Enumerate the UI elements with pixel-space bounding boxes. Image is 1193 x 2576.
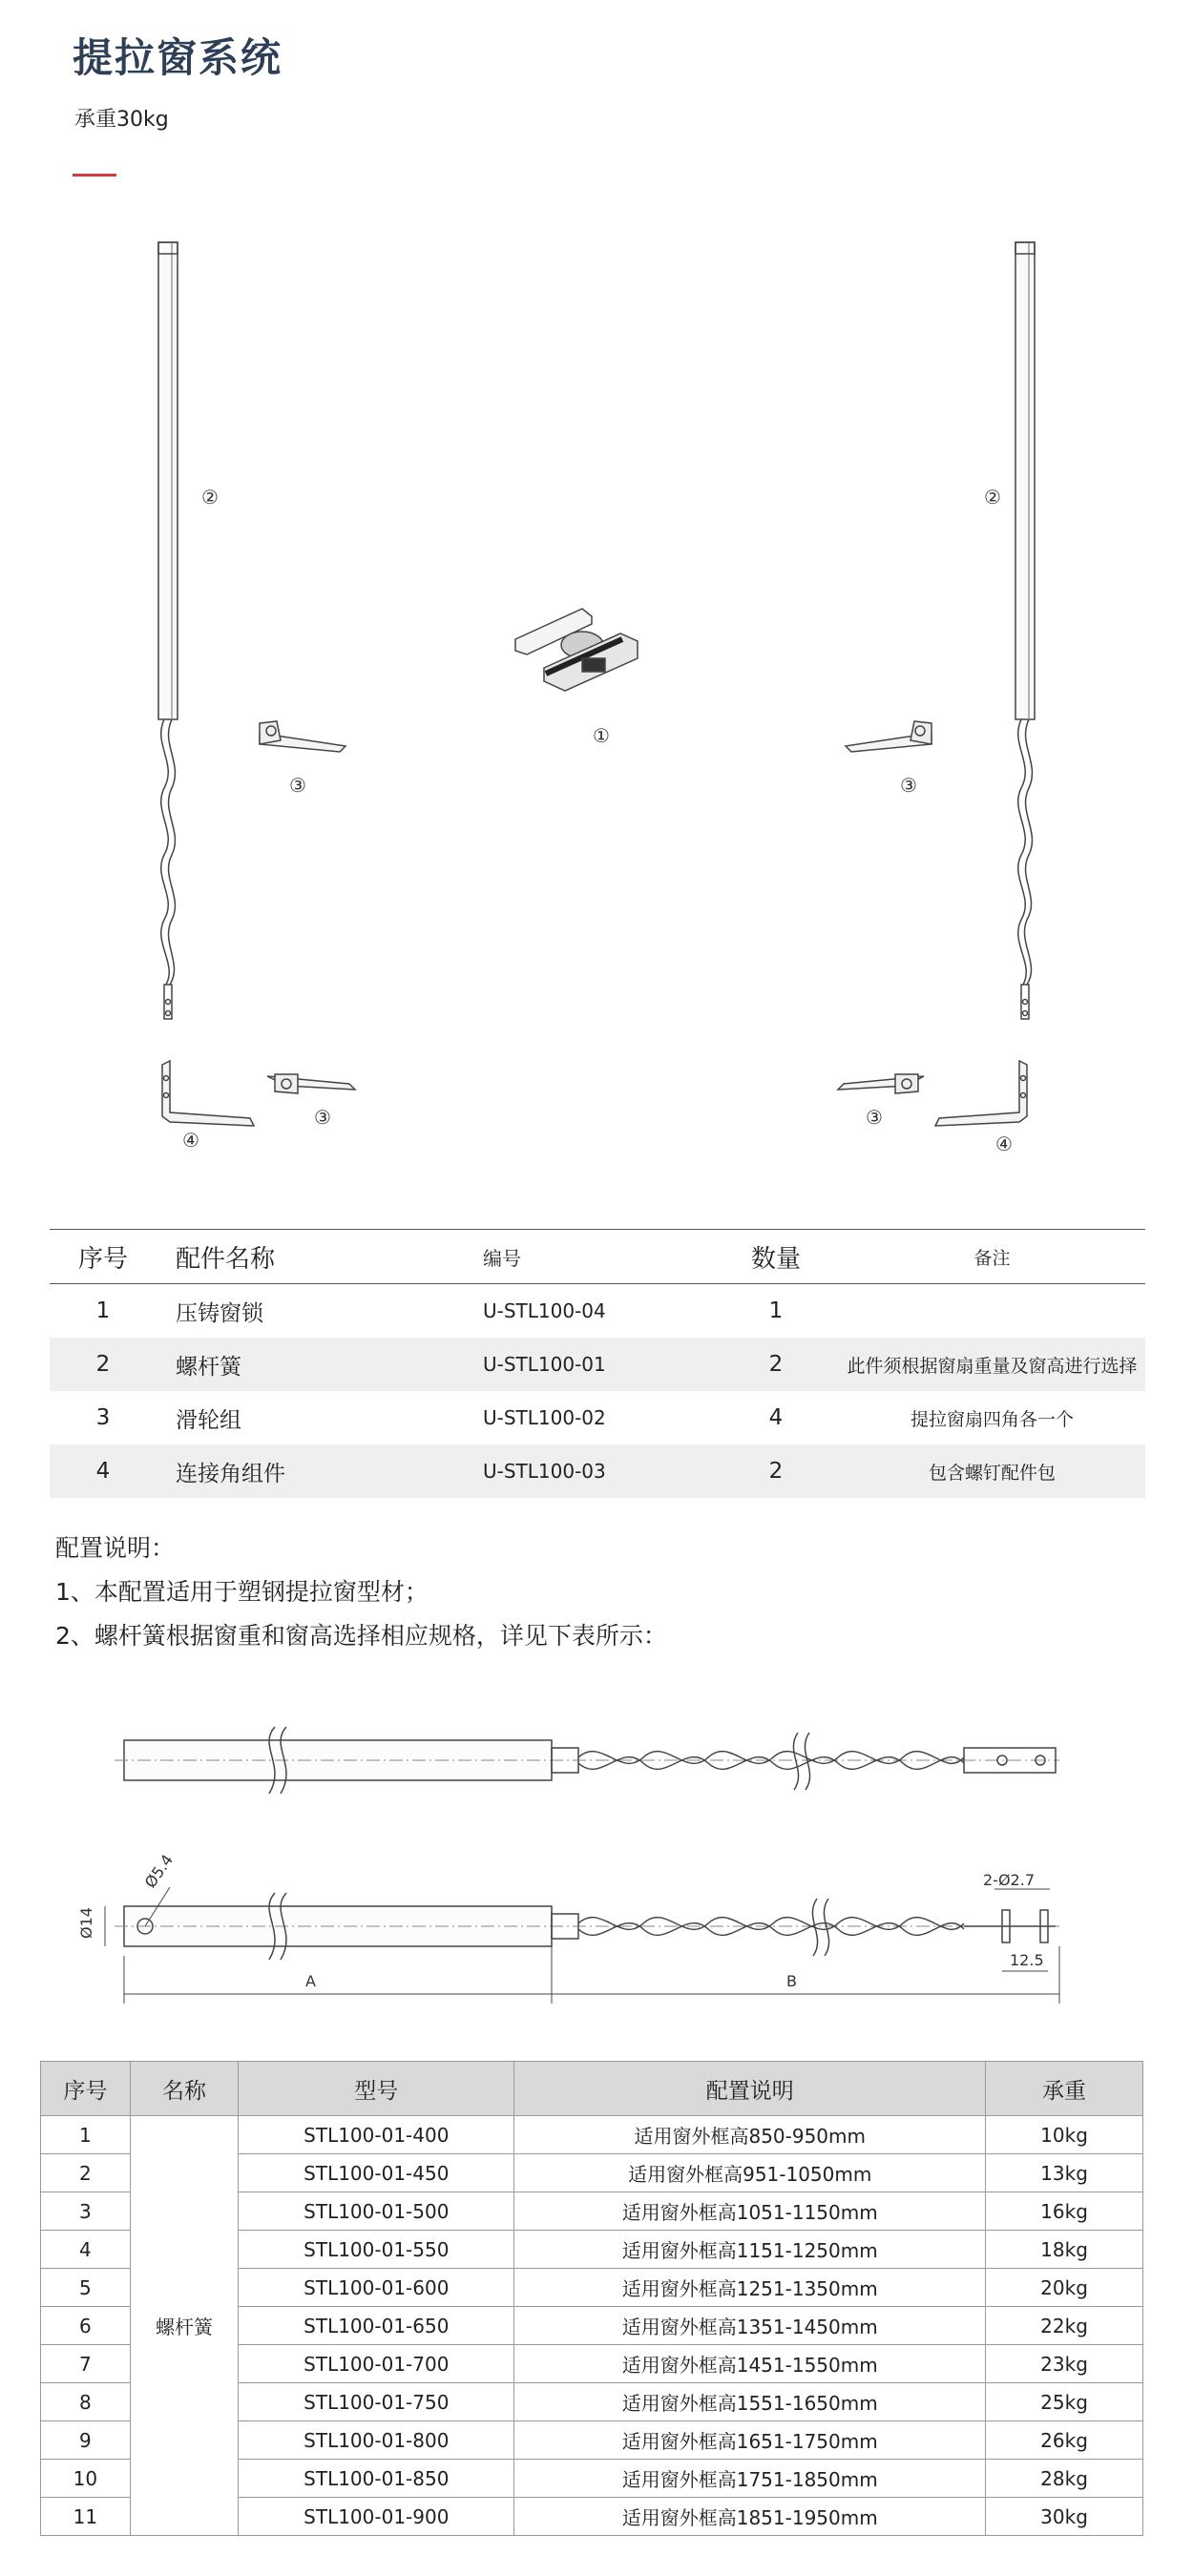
- right-corner-bracket: [935, 1061, 1027, 1126]
- left-corner-bracket: [162, 1061, 254, 1126]
- cell-model: STL100-01-750: [239, 2383, 514, 2421]
- cell-no: 9: [41, 2421, 131, 2460]
- spec-header-load: 承重: [986, 2062, 1143, 2116]
- cell-desc: 适用窗外框高1151-1250mm: [514, 2231, 986, 2269]
- cell-model: STL100-01-850: [239, 2460, 514, 2498]
- header-name: 配件名称: [157, 1230, 482, 1284]
- cell-desc: 适用窗外框高1251-1350mm: [514, 2269, 986, 2307]
- cell-no: 3: [95, 1405, 111, 1430]
- cell-model: STL100-01-900: [239, 2498, 514, 2536]
- config-notes: [55, 1527, 667, 1658]
- page-title: 提拉窗系统: [73, 34, 283, 81]
- cell-note: 包含螺钉配件包: [839, 1444, 1145, 1498]
- header-code: 编号: [482, 1230, 713, 1284]
- cell-no: 5: [41, 2269, 131, 2307]
- cell-name: 螺杆簧: [157, 1338, 482, 1391]
- right-spring-rod: [1015, 242, 1035, 1019]
- cell-load: 18kg: [986, 2231, 1143, 2269]
- cell-load: 10kg: [986, 2116, 1143, 2154]
- right-pulley: [846, 721, 931, 752]
- callout-right-rod: ②: [984, 486, 1001, 509]
- cell-desc: 适用窗外框高850-950mm: [514, 2116, 986, 2154]
- cell-qty: 4: [768, 1405, 784, 1430]
- cell-model: STL100-01-550: [239, 2231, 514, 2269]
- dim-holes: 2-Ø2.7: [983, 1871, 1035, 1889]
- cell-load: 25kg: [986, 2383, 1143, 2421]
- spec-table: [40, 2061, 1143, 2536]
- cell-no: 3: [41, 2192, 131, 2231]
- cell-no: 11: [41, 2498, 131, 2536]
- cell-note: 此件须根据窗扇重量及窗高进行选择: [839, 1338, 1145, 1391]
- cell-load: 13kg: [986, 2154, 1143, 2192]
- cell-desc: 适用窗外框高1551-1650mm: [514, 2383, 986, 2421]
- cell-no: 2: [50, 1338, 157, 1391]
- left-spring-rod: [158, 242, 178, 1019]
- dim-hole: Ø5.4: [140, 1851, 178, 1892]
- cell-load: 16kg: [986, 2192, 1143, 2231]
- callout-right-bottom-pulley: ③: [866, 1106, 883, 1129]
- cell-desc: 适用窗外框高1751-1850mm: [514, 2460, 986, 2498]
- cell-load: 30kg: [986, 2498, 1143, 2536]
- cell-name: 滑轮组: [176, 1407, 241, 1433]
- config-line-1: 1、本配置适用于塑钢提拉窗型材；: [55, 1578, 429, 1606]
- callout-lock: ①: [593, 724, 610, 747]
- cell-desc: 适用窗外框高1051-1150mm: [514, 2192, 986, 2231]
- callout-left-bottom-pulley: ③: [314, 1106, 331, 1129]
- dim-a: A: [305, 1972, 316, 1990]
- callout-right-corner: ④: [995, 1132, 1013, 1155]
- cell-name: 压铸窗锁: [176, 1300, 263, 1326]
- cell-desc: 适用窗外框高951-1050mm: [514, 2154, 986, 2192]
- cell-model: STL100-01-400: [239, 2116, 514, 2154]
- parts-table-header: [50, 1230, 1145, 1284]
- cell-model: STL100-01-800: [239, 2421, 514, 2460]
- callout-right-pulley: ③: [900, 774, 917, 797]
- cell-no: 8: [41, 2383, 131, 2421]
- spec-header-desc: 配置说明: [514, 2062, 986, 2116]
- cell-no: 1: [41, 2116, 131, 2154]
- cell-desc: 适用窗外框高1351-1450mm: [514, 2307, 986, 2345]
- cell-qty: 2: [713, 1444, 839, 1498]
- table-row: [41, 2116, 1143, 2154]
- dim-spacing: 12.5: [1010, 1951, 1044, 1969]
- cell-model: STL100-01-650: [239, 2307, 514, 2345]
- cell-model: STL100-01-700: [239, 2345, 514, 2383]
- callout-left-corner: ④: [182, 1129, 199, 1152]
- parts-table: [50, 1229, 1145, 1498]
- cell-note: 提拉窗扇四角各一个: [910, 1408, 1074, 1430]
- dim-diameter: Ø14: [77, 1907, 95, 1939]
- cell-no: 4: [50, 1444, 157, 1498]
- left-bottom-pulley: [267, 1074, 355, 1093]
- parts-diagram: [0, 210, 1193, 1164]
- cell-load: 20kg: [986, 2269, 1143, 2307]
- cell-qty: 1: [768, 1298, 784, 1323]
- header-qty: 数量: [713, 1230, 839, 1284]
- table-row: [50, 1444, 1145, 1498]
- spec-table-header: [41, 2062, 1143, 2116]
- cell-model: STL100-01-450: [239, 2154, 514, 2192]
- spec-header-model: 型号: [239, 2062, 514, 2116]
- cell-desc: 适用窗外框高1651-1750mm: [514, 2421, 986, 2460]
- table-row: [50, 1284, 1145, 1339]
- cell-no: 2: [41, 2154, 131, 2192]
- cell-load: 28kg: [986, 2460, 1143, 2498]
- table-row: [50, 1391, 1145, 1444]
- cell-code: U-STL100-04: [483, 1299, 606, 1322]
- cell-qty: 2: [713, 1338, 839, 1391]
- callout-left-pulley: ③: [289, 774, 306, 797]
- config-heading: 配置说明：: [55, 1534, 176, 1562]
- dim-b: B: [786, 1972, 797, 1990]
- cell-desc: 适用窗外框高1451-1550mm: [514, 2345, 986, 2383]
- cell-model: STL100-01-600: [239, 2269, 514, 2307]
- left-pulley: [260, 721, 345, 752]
- cell-name-merged: 螺杆簧: [130, 2116, 238, 2536]
- accent-divider: [73, 174, 116, 177]
- cell-load: 22kg: [986, 2307, 1143, 2345]
- spring-drawing: [0, 1660, 1193, 2042]
- page-subtitle: 承重30kg: [74, 108, 169, 132]
- spec-header-no: 序号: [41, 2062, 131, 2116]
- spec-header-name: 名称: [130, 2062, 238, 2116]
- cell-load: 23kg: [986, 2345, 1143, 2383]
- config-line-2: 2、螺杆簧根据窗重和窗高选择相应规格，详见下表所示：: [55, 1622, 667, 1650]
- cell-code: U-STL100-03: [482, 1444, 713, 1498]
- window-lock: [515, 609, 638, 691]
- cell-no: 10: [41, 2460, 131, 2498]
- cell-code: U-STL100-01: [482, 1338, 713, 1391]
- cell-note: [839, 1284, 1145, 1339]
- cell-model: STL100-01-500: [239, 2192, 514, 2231]
- header-note: 备注: [839, 1230, 1145, 1284]
- cell-load: 26kg: [986, 2421, 1143, 2460]
- cell-no: 4: [41, 2231, 131, 2269]
- cell-no: 6: [41, 2307, 131, 2345]
- cell-desc: 适用窗外框高1851-1950mm: [514, 2498, 986, 2536]
- table-row: [50, 1338, 1145, 1391]
- cell-no: 7: [41, 2345, 131, 2383]
- cell-name: 连接角组件: [157, 1444, 482, 1498]
- callout-left-rod: ②: [201, 486, 219, 509]
- right-bottom-pulley: [838, 1074, 924, 1093]
- header-no: 序号: [50, 1230, 157, 1284]
- cell-code: U-STL100-02: [483, 1406, 606, 1429]
- cell-no: 1: [95, 1298, 111, 1323]
